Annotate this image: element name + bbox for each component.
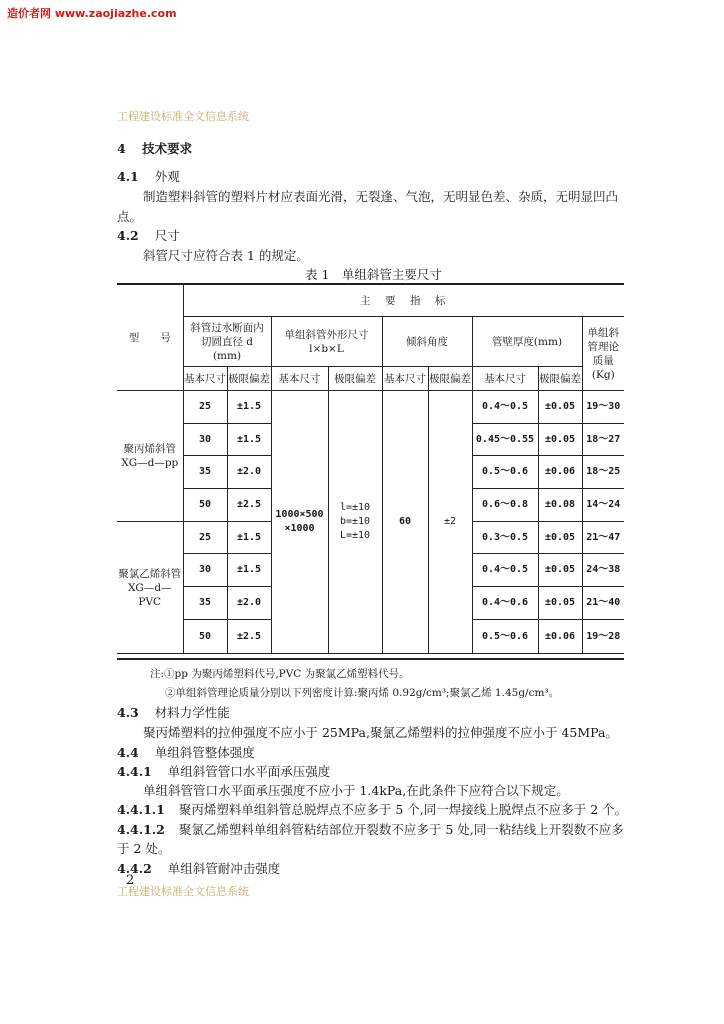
- section-title: 外观: [154, 169, 180, 184]
- section-number: 4.4: [117, 745, 139, 760]
- cell-thickness: 0.4～0.6: [472, 587, 538, 620]
- section-title: 单组斜管管口水平面承压强度: [167, 764, 331, 779]
- site-banner[interactable]: 造价者网 www.zaojiazhe.com: [7, 7, 177, 20]
- section-4-4-1-heading: [117, 762, 330, 780]
- table-note-1: 注:①pp 为聚丙烯塑料代号,PVC 为聚氯乙烯塑料代号。: [150, 668, 410, 680]
- watermark-bottom: 工程建设标准全文信息系统: [117, 885, 249, 898]
- section-4-3-heading: [117, 703, 230, 721]
- cell-mass: 18～25: [582, 456, 624, 489]
- section-4-1-body-line2: 点。: [117, 209, 143, 224]
- section-number: 4.4.1.2: [117, 822, 165, 837]
- cell-thickness-tol: ±0.06: [538, 620, 582, 654]
- cell-thickness: 0.4～0.5: [472, 554, 538, 587]
- page-number: 2: [126, 873, 135, 888]
- cell-mass: 18～27: [582, 424, 624, 456]
- group-pvc-name: 聚氯乙烯斜管: [118, 567, 182, 580]
- cell-thickness-tol: ±0.05: [538, 554, 582, 587]
- section-number: 4.4.1: [117, 764, 152, 779]
- section-4-2-body: 斜管尺寸应符合表 1 的规定。: [143, 248, 309, 263]
- subheader-basic: 基本尺寸: [271, 367, 328, 391]
- group-pvc: [117, 522, 183, 654]
- cell-outer-basic: [271, 391, 328, 654]
- section-number: 4.4.1.1: [117, 802, 165, 817]
- cell-thickness-tol: ±0.05: [538, 522, 582, 554]
- cell-thickness: 0.3～0.5: [472, 522, 538, 554]
- header-mass: 单组斜管理论质量(Kg): [582, 317, 624, 391]
- section-4-4-1-2: [117, 820, 624, 838]
- section-4-4-heading: [117, 743, 255, 761]
- group-pp: [117, 391, 183, 522]
- cell-mass: 19～28: [582, 620, 624, 654]
- cell-thickness: 0.4～0.5: [472, 391, 538, 424]
- section-4-1-body-line1: 制造塑料斜管的塑料片材应表面光滑，无裂逢、气泡，无明显色差、杂质，无明显凹凸: [143, 189, 619, 204]
- section-number: 4.1: [117, 169, 139, 184]
- section-4-4-2-heading: [117, 859, 280, 877]
- subheader-basic: 基本尺寸: [472, 367, 538, 391]
- cell-thickness-tol: ±0.05: [538, 391, 582, 424]
- subheader-tolerance: 极限偏差: [328, 367, 382, 391]
- cell-thickness-tol: ±0.08: [538, 489, 582, 522]
- watermark-top: 工程建设标准全文信息系统: [117, 110, 249, 123]
- header-angle: 倾斜角度: [382, 317, 472, 367]
- section-4-2-heading: [117, 226, 180, 244]
- cell-diameter: 25: [183, 391, 227, 424]
- section-4-4-1-2-line2: 于 2 处。: [117, 841, 171, 856]
- section-number: 4: [117, 141, 126, 156]
- outer-tol-line2: b=±10: [339, 516, 371, 527]
- cell-mass: 19～30: [582, 391, 624, 424]
- cell-diameter-tol: ±1.5: [227, 424, 271, 456]
- cell-diameter-tol: ±1.5: [227, 391, 271, 424]
- cell-thickness-tol: ±0.05: [538, 587, 582, 620]
- cell-diameter: 50: [183, 489, 227, 522]
- section-title: 尺寸: [154, 228, 180, 243]
- outer-tol-line3: L=±10: [339, 530, 371, 541]
- table-note-2: ②单组斜管理论质量分别以下列密度计算:聚丙烯 0.92g/cm³;聚氯乙烯 1.45g/cm³。: [165, 687, 560, 699]
- cell-mass: 24～38: [582, 554, 624, 587]
- size-table: [117, 284, 624, 654]
- subheader-tolerance: 极限偏差: [428, 367, 472, 391]
- cell-diameter-tol: ±2.0: [227, 587, 271, 620]
- cell-diameter: 30: [183, 554, 227, 587]
- cell-diameter: 25: [183, 522, 227, 554]
- section-4-4-1-1: [117, 800, 627, 818]
- cell-outer-tol: [328, 391, 382, 654]
- cell-thickness: 0.5～0.6: [472, 620, 538, 654]
- header-main: 主 要 指 标: [183, 285, 624, 317]
- cell-diameter: 35: [183, 456, 227, 489]
- cell-diameter-tol: ±2.5: [227, 620, 271, 654]
- section-title: 材料力学性能: [154, 705, 230, 720]
- outer-basic-line1: 1000×500: [275, 509, 324, 520]
- table-caption: 表 1 单组斜管主要尺寸: [305, 267, 442, 282]
- section-body-line1: 聚氯乙烯塑料单组斜管粘结部位开裂数不应多于 5 处,同一粘结线上开裂数不应多: [178, 822, 624, 837]
- section-4-3-body: 聚丙烯塑料的拉伸强度不应小于 25MPa,聚氯乙烯塑料的拉伸强度不应小于 45MPa。: [143, 725, 618, 740]
- cell-thickness-tol: ±0.06: [538, 456, 582, 489]
- cell-diameter-tol: ±1.5: [227, 522, 271, 554]
- cell-diameter-tol: ±1.5: [227, 554, 271, 587]
- section-number: 4.3: [117, 705, 139, 720]
- cell-angle-tol: ±2: [428, 391, 472, 654]
- outer-basic-line2: ×1000: [284, 523, 315, 534]
- cell-diameter-tol: ±2.0: [227, 456, 271, 489]
- group-pp-code: XG—d—pp: [121, 457, 179, 469]
- outer-tol-line1: l=±10: [339, 502, 371, 513]
- group-pvc-code: XG—d—PVC: [127, 581, 172, 608]
- table-bottom-rule: [117, 658, 624, 660]
- section-4-heading: [117, 139, 192, 157]
- section-title: 单组斜管耐冲击强度: [167, 861, 281, 876]
- cell-thickness: 0.6～0.8: [472, 489, 538, 522]
- cell-diameter-tol: ±2.5: [227, 489, 271, 522]
- subheader-tolerance: 极限偏差: [538, 367, 582, 391]
- section-title: 技术要求: [142, 141, 193, 156]
- subheader-basic: 基本尺寸: [183, 367, 227, 391]
- cell-mass: 21～40: [582, 587, 624, 620]
- section-4-4-1-body: 单组斜管管口水平面承压强度不应小于 1.4kPa,在此条件下应符合以下规定。: [143, 783, 569, 798]
- section-body: 聚丙烯塑料单组斜管总脱焊点不应多于 5 个,同一焊接线上脱焊点不应多于 2 个。: [178, 802, 628, 817]
- header-thickness: 管壁厚度(mm): [472, 317, 582, 367]
- cell-angle-basic: 60: [382, 391, 428, 654]
- section-title: 单组斜管整体强度: [154, 745, 255, 760]
- subheader-tolerance: 极限偏差: [227, 367, 271, 391]
- header-model: 型 号: [117, 285, 183, 391]
- section-4-1-heading: [117, 167, 180, 185]
- section-number: 4.2: [117, 228, 139, 243]
- cell-diameter: 30: [183, 424, 227, 456]
- group-pp-name: 聚丙烯斜管: [123, 443, 176, 455]
- cell-diameter: 50: [183, 620, 227, 654]
- header-diameter: 斜管过水断面内切圆直径 d (mm): [183, 317, 271, 367]
- cell-diameter: 35: [183, 587, 227, 620]
- cell-mass: 21～47: [582, 522, 624, 554]
- cell-thickness: 0.5～0.6: [472, 456, 538, 489]
- subheader-basic: 基本尺寸: [382, 367, 428, 391]
- section-number: 4.4.2: [117, 861, 152, 876]
- cell-thickness: 0.45～0.55: [472, 424, 538, 456]
- header-outer-size: 单组斜管外形尺寸 l×b×L: [271, 317, 382, 367]
- cell-thickness-tol: ±0.05: [538, 424, 582, 456]
- cell-mass: 14～24: [582, 489, 624, 522]
